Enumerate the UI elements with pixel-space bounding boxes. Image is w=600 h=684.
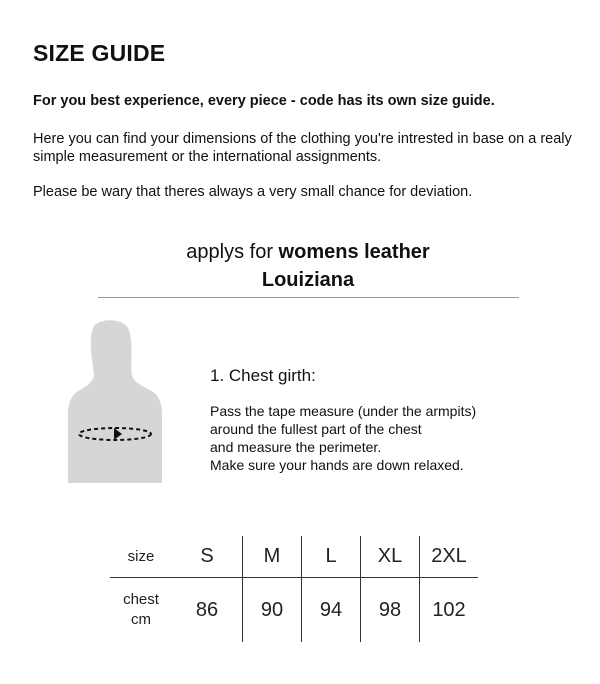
description-line: around the fullest part of the chest bbox=[210, 421, 422, 437]
chest-value-s: 86 bbox=[195, 598, 219, 621]
silhouette-figure-icon bbox=[60, 318, 164, 490]
deviation-paragraph: Please be wary that theres always a very small chance for deviation. bbox=[33, 184, 473, 200]
divider bbox=[98, 297, 519, 298]
applies-heading bbox=[0, 238, 600, 294]
chest-value-l: 94 bbox=[302, 578, 361, 643]
chest-value-xl: 98 bbox=[361, 578, 420, 643]
cm-label: cm bbox=[131, 611, 151, 628]
size-header-row bbox=[110, 536, 478, 578]
applies-model: Louiziana bbox=[261, 269, 355, 291]
intro-paragraph: Here you can find your dimensions of the clothing you're intrested in base on a realy simple measurement or the international assignments. bbox=[33, 131, 572, 165]
size-2xl-header: 2XL bbox=[420, 536, 479, 578]
size-l-header: L bbox=[302, 536, 361, 578]
size-m-header: M bbox=[243, 536, 302, 578]
size-s-header: S bbox=[172, 536, 243, 578]
description-line: Pass the tape measure (under the armpits) bbox=[210, 403, 477, 419]
page-title: SIZE GUIDE bbox=[33, 40, 166, 66]
chest-girth-description bbox=[210, 402, 550, 474]
chest-girth-title: 1. Chest girth: bbox=[210, 366, 316, 385]
chest-label: chest bbox=[123, 591, 159, 608]
size-header-label: size bbox=[110, 536, 172, 578]
applies-product: womens leather bbox=[278, 241, 430, 263]
chest-row-label bbox=[110, 578, 172, 643]
lead-text: For you best experience, every piece - code has its own size guide. bbox=[33, 93, 495, 109]
description-line: and measure the perimeter. bbox=[210, 439, 382, 455]
chest-values-row bbox=[110, 578, 478, 643]
applies-prefix: applys for bbox=[186, 241, 279, 263]
size-xl-header: XL bbox=[361, 536, 420, 578]
chest-value-2xl: 102 bbox=[420, 578, 479, 643]
size-table bbox=[110, 536, 478, 642]
description-line: Make sure your hands are down relaxed. bbox=[210, 457, 464, 473]
silhouette-body bbox=[68, 320, 162, 483]
chest-value-m: 90 bbox=[243, 578, 302, 643]
